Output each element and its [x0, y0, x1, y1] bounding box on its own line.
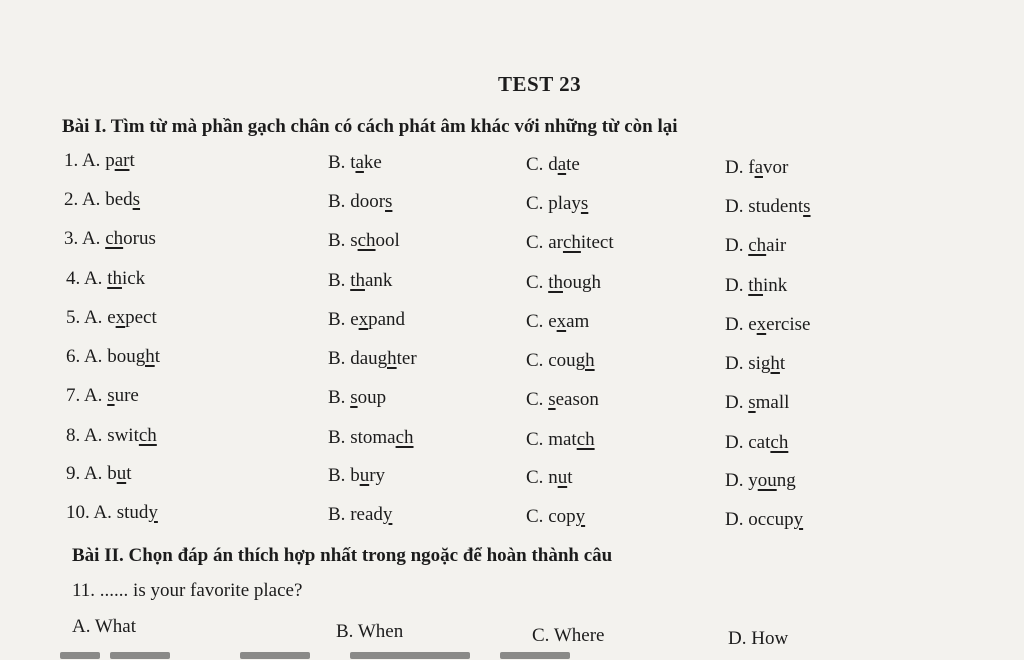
underlined-letters: th — [107, 268, 122, 289]
word-part: cou — [548, 350, 576, 371]
option-letter: C. — [526, 232, 544, 253]
word-part: dau — [350, 348, 378, 369]
word-part: t — [126, 463, 132, 484]
underlined-letters: u — [116, 463, 127, 484]
question-2-option-b — [328, 191, 392, 213]
cropped-text-fragment — [520, 0, 850, 4]
underlined-letters: gh — [760, 353, 780, 374]
underlined-letters: x — [115, 307, 126, 328]
underlined-letters: th — [748, 275, 764, 296]
question-row-6 — [0, 346, 1024, 376]
question-row-3 — [0, 228, 1024, 258]
underlined-letters: th — [548, 272, 563, 293]
question-7-option-a — [66, 385, 139, 407]
question-5-option-b — [328, 309, 405, 331]
word-part: ool — [375, 230, 400, 251]
option-letter: B. — [328, 270, 346, 291]
option-letter: C. — [526, 389, 544, 410]
underlined-letters: ch — [357, 230, 376, 251]
question-1-option-a — [64, 150, 135, 172]
underlined-letters: s — [385, 191, 393, 212]
page-title: TEST 23 — [498, 72, 582, 96]
question-11-option-c: C. Where — [532, 625, 605, 646]
underlined-letters: ch — [562, 232, 581, 253]
word-part: ry — [369, 465, 386, 486]
word-part: ter — [396, 348, 417, 369]
word-part: cop — [548, 506, 576, 527]
word-part: itect — [580, 232, 614, 253]
question-row-10 — [0, 502, 1024, 532]
option-letter: D. — [725, 275, 744, 296]
question-11-option-a: A. What — [72, 616, 137, 637]
underlined-letters: ch — [105, 228, 124, 249]
word-part: si — [748, 353, 761, 374]
word-part: e — [548, 311, 557, 332]
underlined-letters: gh — [135, 346, 155, 367]
question-row-2 — [0, 189, 1024, 219]
option-letter: D. — [725, 392, 744, 413]
question-number: 1. — [64, 150, 79, 171]
option-letter: C. — [526, 154, 544, 175]
option-letter: D. — [725, 432, 744, 453]
question-4-option-b — [328, 270, 392, 292]
word-part: ough — [562, 272, 601, 293]
underlined-letters: s — [107, 385, 115, 406]
word-part: occup — [748, 509, 794, 530]
underlined-letters: s — [803, 196, 811, 217]
question-10-option-b — [328, 504, 392, 526]
question-number: 9. — [66, 463, 81, 484]
option-letter: A. — [81, 228, 101, 249]
option-letter: A. — [83, 346, 103, 367]
underlined-letters: y — [148, 502, 158, 523]
question-row-7 — [0, 385, 1024, 415]
word-part: play — [548, 193, 581, 214]
question-8-option-b — [328, 427, 414, 449]
option-letter: C. — [526, 193, 544, 214]
underlined-letters: a — [355, 152, 364, 173]
option-letter: A. — [83, 385, 103, 406]
word-part: stud — [116, 502, 149, 523]
question-number: 3. — [64, 228, 79, 249]
option-letter: B. — [328, 309, 346, 330]
option-letter: B. — [328, 387, 346, 408]
word-part: t — [567, 467, 573, 488]
word-part: swit — [107, 425, 139, 446]
word-part: student — [748, 196, 804, 217]
word-part: ke — [363, 152, 382, 173]
question-7-option-b — [328, 387, 386, 409]
underlined-letters: s — [748, 392, 756, 413]
question-10-option-c — [526, 506, 585, 528]
question-1-option-b — [328, 152, 382, 174]
option-letter: B. — [328, 504, 346, 525]
question-10-option-d — [725, 509, 803, 531]
word-part: pect — [125, 307, 157, 328]
option-letter: D. — [725, 196, 744, 217]
word-part: t — [779, 353, 786, 374]
question-number: 6. — [66, 346, 81, 367]
word-part: ercise — [766, 314, 811, 335]
question-10-option-a — [66, 502, 158, 524]
question-row-9 — [0, 463, 1024, 493]
question-6-option-c — [526, 350, 595, 372]
underlined-letters: ch — [748, 235, 767, 256]
question-6-option-a — [66, 346, 160, 368]
question-3-option-c — [526, 232, 614, 254]
question-2-option-d — [725, 196, 811, 218]
option-letter: C. — [526, 506, 544, 527]
word-part: bed — [105, 189, 133, 210]
underlined-letters: y — [382, 504, 393, 525]
question-6-option-b — [328, 348, 417, 370]
word-part: ure — [114, 385, 139, 406]
question-8-option-a — [66, 425, 157, 447]
word-part: read — [350, 504, 383, 525]
question-row-1 — [0, 150, 1024, 180]
option-letter: D. — [725, 157, 744, 178]
option-letter: A. — [83, 268, 103, 289]
underlined-letters: s — [350, 387, 358, 408]
word-part: t — [154, 346, 160, 367]
word-part: p — [105, 150, 115, 171]
underlined-letters: s — [132, 189, 141, 210]
question-5-option-c — [526, 311, 589, 333]
question-2-option-a — [64, 189, 140, 211]
word-part: ng — [776, 470, 796, 491]
question-1-option-c — [526, 154, 580, 176]
word-part: mat — [548, 429, 577, 450]
question-4-option-d — [725, 275, 787, 297]
underlined-letters: s — [548, 389, 556, 410]
option-letter: A. — [83, 307, 103, 328]
option-letter: A. — [81, 150, 101, 171]
question-3-option-a — [64, 228, 156, 250]
question-11-option-b: B. When — [336, 621, 404, 642]
option-letter: B. — [328, 191, 346, 212]
underlined-letters: ou — [757, 470, 777, 491]
underlined-letters: x — [358, 309, 369, 330]
question-number: 2. — [64, 189, 79, 210]
word-part: n — [548, 467, 558, 488]
question-number: 8. — [66, 425, 81, 446]
option-letter: C. — [526, 429, 544, 450]
option-letter: D. — [725, 353, 744, 374]
option-letter: A. — [93, 502, 112, 523]
option-letter: A. — [83, 425, 103, 446]
question-7-option-c — [526, 389, 599, 411]
option-letter: D. — [725, 470, 744, 491]
option-letter: C. — [526, 311, 544, 332]
option-letter: D. — [725, 235, 744, 256]
underlined-letters: u — [359, 465, 370, 486]
question-row-8 — [0, 425, 1024, 455]
word-part: s — [350, 230, 358, 251]
underlined-letters: gh — [575, 350, 595, 371]
word-part: air — [766, 235, 787, 256]
word-part: mall — [755, 392, 790, 413]
option-letter: A. — [81, 189, 101, 210]
word-part: e — [748, 314, 757, 335]
question-3-option-b — [328, 230, 400, 252]
question-9-option-c — [526, 467, 572, 489]
word-part: e — [350, 309, 359, 330]
question-4-option-a — [66, 268, 145, 290]
question-5-option-d — [725, 314, 810, 336]
word-part: f — [748, 157, 755, 178]
underlined-letters: x — [756, 314, 767, 335]
option-letter: B. — [328, 152, 346, 173]
option-letter: D. — [725, 509, 744, 530]
question-11-stem: 11. ...... is your favorite place? — [72, 580, 303, 601]
word-part: b — [350, 465, 360, 486]
underlined-letters: th — [350, 270, 365, 291]
underlined-letters: u — [557, 467, 568, 488]
word-part: eason — [555, 389, 599, 410]
question-9-option-a — [66, 463, 131, 485]
word-part: pand — [368, 309, 406, 330]
word-part: am — [566, 311, 590, 332]
word-part: door — [350, 191, 386, 212]
section-2-heading: Bài II. Chọn đáp án thích hợp nhất trong ngoặc để hoàn thành câu — [72, 545, 613, 566]
underlined-letters: ch — [576, 429, 595, 450]
word-part: ank — [364, 270, 393, 291]
question-3-option-d — [725, 235, 786, 257]
question-number: 7. — [66, 385, 81, 406]
underlined-letters: a — [754, 157, 763, 178]
word-part: cat — [748, 432, 771, 453]
section-1-heading: Bài I. Tìm từ mà phần gạch chân có cách phát âm khác với những từ còn lại — [62, 116, 678, 137]
option-letter: B. — [328, 348, 346, 369]
question-6-option-d — [725, 353, 785, 375]
option-letter: C. — [526, 350, 544, 371]
question-7-option-d — [725, 392, 789, 414]
word-part: ar — [548, 232, 563, 253]
word-part: d — [548, 154, 558, 175]
word-part: t — [129, 150, 135, 171]
question-9-option-b — [328, 465, 385, 487]
word-part: t — [350, 152, 356, 173]
word-part: ick — [121, 268, 146, 289]
underlined-letters: y — [575, 506, 586, 527]
question-8-option-d — [725, 432, 788, 454]
question-11-option-d: D. How — [728, 628, 789, 649]
question-number: 4. — [66, 268, 81, 289]
word-part: oup — [357, 387, 387, 408]
option-letter: B. — [328, 465, 346, 486]
option-letter: A. — [83, 463, 103, 484]
word-part: orus — [123, 228, 156, 249]
underlined-letters: x — [556, 311, 567, 332]
underlined-letters: ch — [770, 432, 789, 453]
option-letter: C. — [526, 467, 544, 488]
underlined-letters: ch — [395, 427, 414, 448]
underlined-letters: s — [580, 193, 589, 214]
question-2-option-c — [526, 193, 588, 215]
option-letter: B. — [328, 427, 346, 448]
word-part: vor — [763, 157, 789, 178]
question-number: 5. — [66, 307, 81, 328]
question-9-option-d — [725, 470, 796, 492]
question-row-4 — [0, 268, 1024, 298]
underlined-letters: ch — [138, 425, 157, 446]
option-letter: C. — [526, 272, 544, 293]
word-part: bou — [107, 346, 136, 367]
underlined-letters: ar — [114, 150, 130, 171]
underlined-letters: a — [557, 154, 567, 175]
question-number: 10. — [66, 502, 90, 523]
word-part: te — [566, 154, 580, 175]
option-letter: B. — [328, 230, 346, 251]
question-1-option-d — [725, 157, 788, 179]
question-4-option-c — [526, 272, 601, 294]
underlined-letters: gh — [377, 348, 397, 369]
question-row-5 — [0, 307, 1024, 337]
word-part: e — [107, 307, 116, 328]
underlined-letters: y — [793, 509, 804, 530]
word-part: ink — [763, 275, 788, 296]
word-part: y — [748, 470, 758, 491]
option-letter: D. — [725, 314, 744, 335]
question-8-option-c — [526, 429, 595, 451]
question-5-option-a — [66, 307, 157, 329]
word-part: stoma — [350, 427, 396, 448]
word-part: b — [107, 463, 117, 484]
